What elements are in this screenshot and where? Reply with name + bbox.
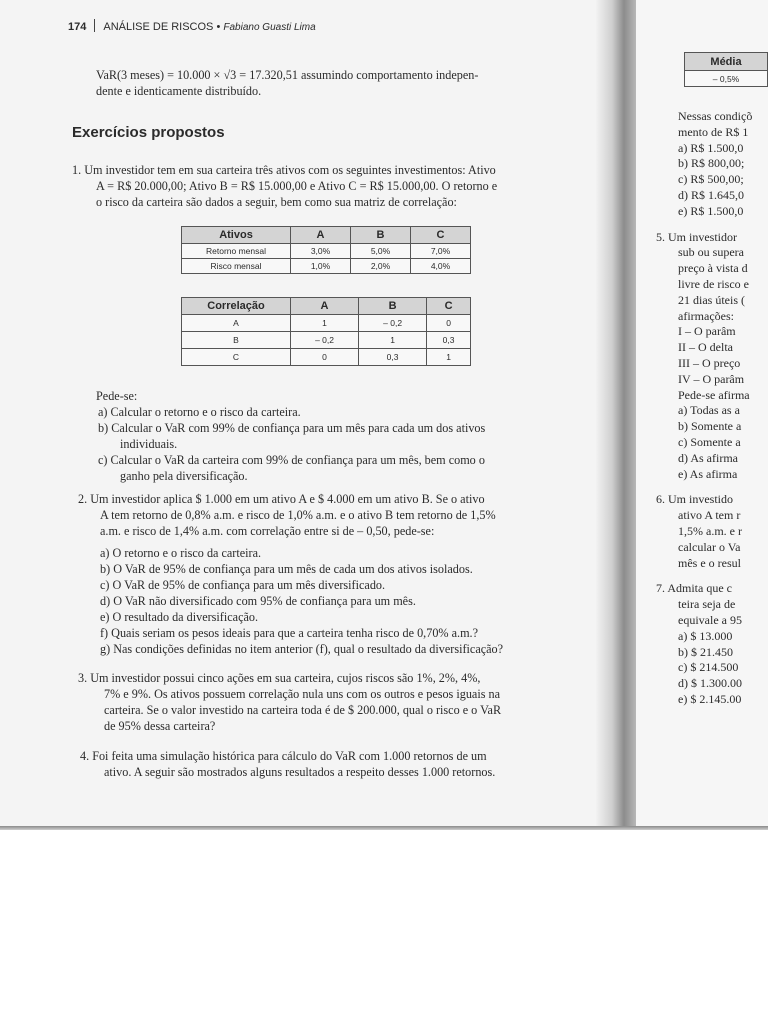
right-page-line: a) R$ 1.500,0 (678, 140, 744, 155)
ex2-item: c) O VaR de 95% de confiança para um mês diversificado. (100, 578, 386, 592)
ex1-item: b) Calcular o VaR com 99% de confiança para um mês para cada um dos ativos (98, 421, 486, 435)
header-bullet: • (216, 21, 221, 33)
table-cell: 1,0% (291, 259, 351, 274)
table-cell: – 0,2 (291, 332, 359, 349)
right-page-line: d) R$ 1.645,0 (678, 188, 744, 202)
table-header-cell: C (427, 298, 471, 315)
right-page-line: b) R$ 800,00; (678, 156, 745, 171)
right-page-line: a) $ 13.000 (678, 628, 733, 643)
ex2-line: 2. Um investidor aplica $ 1.000 em um ativo A e $ 4.000 em um ativo B. Se o ativo (78, 492, 485, 506)
correlation-table (181, 297, 471, 366)
table-header-cell: A (291, 298, 359, 315)
ex4-line: ativo. A seguir são mostrados alguns resultados a respeito desses 1.000 retornos. (104, 765, 496, 779)
right-page-text (656, 109, 768, 779)
ex1-item: ganho pela diversificação. (120, 469, 248, 483)
right-page-line: e) As afirma (678, 466, 738, 481)
ex2-item: b) O VaR de 95% de confiança para um mês de cada um dos ativos isolados. (100, 562, 473, 576)
table-cell: B (182, 332, 291, 349)
right-page-line: b) Somente a (678, 419, 742, 434)
right-page-line: I – O parâm (678, 324, 736, 339)
right-page-line: afirmações: (678, 308, 734, 323)
author-name: Fabiano Guasti Lima (223, 22, 316, 33)
right-page-line: e) $ 2.145.00 (678, 692, 742, 706)
right-page-line: ativo A tem r (678, 508, 741, 523)
table-row (182, 244, 471, 259)
table-header-cell: B (351, 227, 411, 244)
right-page-line: 7. Admita que c (656, 581, 732, 596)
ex2-item: d) O VaR não diversificado com 95% de confiança para um mês. (100, 594, 416, 608)
ex3-line: 3. Um investidor possui cinco ações em sua carteira, cujos riscos são 1%, 2%, 4%, (78, 671, 481, 685)
ex1-line: 1. Um investidor tem em sua carteira três ativos com os seguintes investimentos: Ativo (72, 163, 496, 177)
right-page-line: d) As afirma (678, 450, 738, 465)
ex2-item: a) O retorno e o risco da carteira. (100, 546, 262, 560)
ex4-line: 4. Foi feita uma simulação histórica para cálculo do VaR com 1.000 retornos de um (80, 749, 487, 763)
table-cell: – 0,5% (685, 71, 768, 87)
returns-risk-table (181, 226, 471, 274)
ex2-line: A tem retorno de 0,8% a.m. e risco de 1,0% a.m. e o ativo B tem retorno de 1,5% (100, 508, 496, 522)
right-page-line: equivale a 95 (678, 613, 742, 627)
table-header-cell: A (291, 227, 351, 244)
table-row (182, 315, 471, 332)
ex1-item: individuais. (120, 437, 178, 451)
table-cell: 1 (427, 349, 471, 366)
table-cell: A (182, 315, 291, 332)
right-page-line: e) R$ 1.500,0 (678, 203, 744, 218)
right-page-line: teira seja de (678, 597, 736, 612)
right-page-line: c) Somente a (678, 435, 741, 449)
table-cell: 0 (427, 315, 471, 332)
right-page-line: Pede-se afirma (678, 387, 750, 402)
page-bottom-edge (0, 826, 768, 830)
table-cell: – 0,2 (359, 315, 427, 332)
table-cell: Retorno mensal (182, 244, 291, 259)
table-cell: 0,3 (427, 332, 471, 349)
table-row (182, 259, 471, 274)
table-cell: 5,0% (351, 244, 411, 259)
ex2-item: g) Nas condições definidas no item anterior (f), qual o resultado da diversificação? (100, 642, 504, 656)
running-header (68, 19, 316, 33)
table-header-cell: C (411, 227, 471, 244)
ex3-line: de 95% dessa carteira? (104, 719, 216, 733)
table-cell: 3,0% (291, 244, 351, 259)
table-row (182, 349, 471, 366)
right-page-line: IV – O parâm (678, 371, 745, 386)
table-header-cell: Média (685, 53, 768, 71)
table-header-cell: B (359, 298, 427, 315)
right-page-line: d) $ 1.300.00 (678, 676, 742, 691)
ex1-line: A = R$ 20.000,00; Ativo B = R$ 15.000,00 e Ativo C = R$ 15.000,00. O retorno e (96, 179, 498, 193)
right-page-line: sub ou supera (678, 245, 744, 260)
table-header-row (182, 298, 471, 315)
table-row (182, 332, 471, 349)
table-cell: 1 (291, 315, 359, 332)
section-title: Exercícios propostos (72, 124, 225, 141)
ex2-line: a.m. e risco de 1,4% a.m. com correlação entre si de – 0,50, pede-se: (100, 524, 435, 538)
table-cell: 1 (359, 332, 427, 349)
ex1-item: c) Calcular o VaR da carteira com 99% de confiança para um mês, bem como o (98, 453, 485, 467)
right-page-line: III – O preço (678, 356, 741, 370)
pede-se-label: Pede-se: (96, 389, 138, 403)
right-page-line: Nessas condiçõ (678, 109, 753, 123)
ex3-line: 7% e 9%. Os ativos possuem correlação nula uns com os outros e pesos iguais na (104, 687, 501, 701)
table-cell: 0,3 (359, 349, 427, 366)
table-cell: Risco mensal (182, 259, 291, 274)
right-page-line: preço à vista d (678, 261, 748, 276)
right-page-line: II – O delta (678, 340, 733, 355)
table-header-cell: Correlação (182, 298, 291, 315)
page-number: 174 (68, 21, 87, 33)
right-page-line: c) R$ 500,00; (678, 172, 744, 187)
intro-line: dente e identicamente distribuído. (96, 84, 262, 98)
table-cell: 0 (291, 349, 359, 366)
table-cell: 4,0% (411, 259, 471, 274)
right-page-line: a) Todas as a (678, 403, 740, 418)
ex2-item: e) O resultado da diversificação. (100, 610, 259, 624)
table-cell: 7,0% (411, 244, 471, 259)
right-page-line: 5. Um investidor (656, 229, 737, 244)
right-page-table (684, 52, 768, 87)
ex2-item: f) Quais seriam os pesos ideais para que a carteira tenha risco de 0,70% a.m.? (100, 626, 479, 640)
table-cell: 2,0% (351, 259, 411, 274)
ex1-item: a) Calcular o retorno e o risco da carteira. (98, 405, 301, 419)
right-page-line: mento de R$ 1 (678, 124, 749, 139)
ex1-line: o risco da carteira são dados a seguir, bem como sua matriz de correlação: (96, 195, 457, 209)
right-page-line: 6. Um investido (656, 492, 733, 507)
intro-line: VaR(3 meses) = 10.000 × √3 = 17.320,51 assumindo comportamento indepen- (96, 68, 479, 82)
ex3-line: carteira. Se o valor investido na carteira toda é de $ 200.000, qual o risco e o VaR (104, 703, 502, 717)
right-page-line: b) $ 21.450 (678, 644, 733, 659)
right-page-line: mês e o resul (678, 555, 741, 570)
right-page-line: calcular o Va (678, 539, 741, 554)
book-gutter (596, 0, 636, 826)
right-page-line: c) $ 214.500 (678, 660, 739, 675)
right-page-line: 1,5% a.m. e r (678, 524, 742, 538)
right-page-line: livre de risco e (678, 277, 749, 291)
header-divider (94, 19, 95, 32)
table-header-cell: Ativos (182, 227, 291, 244)
table-cell: C (182, 349, 291, 366)
table-header-row (182, 227, 471, 244)
book-title: ANÁLISE DE RISCOS (103, 21, 214, 33)
right-page-line: 21 dias úteis ( (678, 292, 745, 307)
